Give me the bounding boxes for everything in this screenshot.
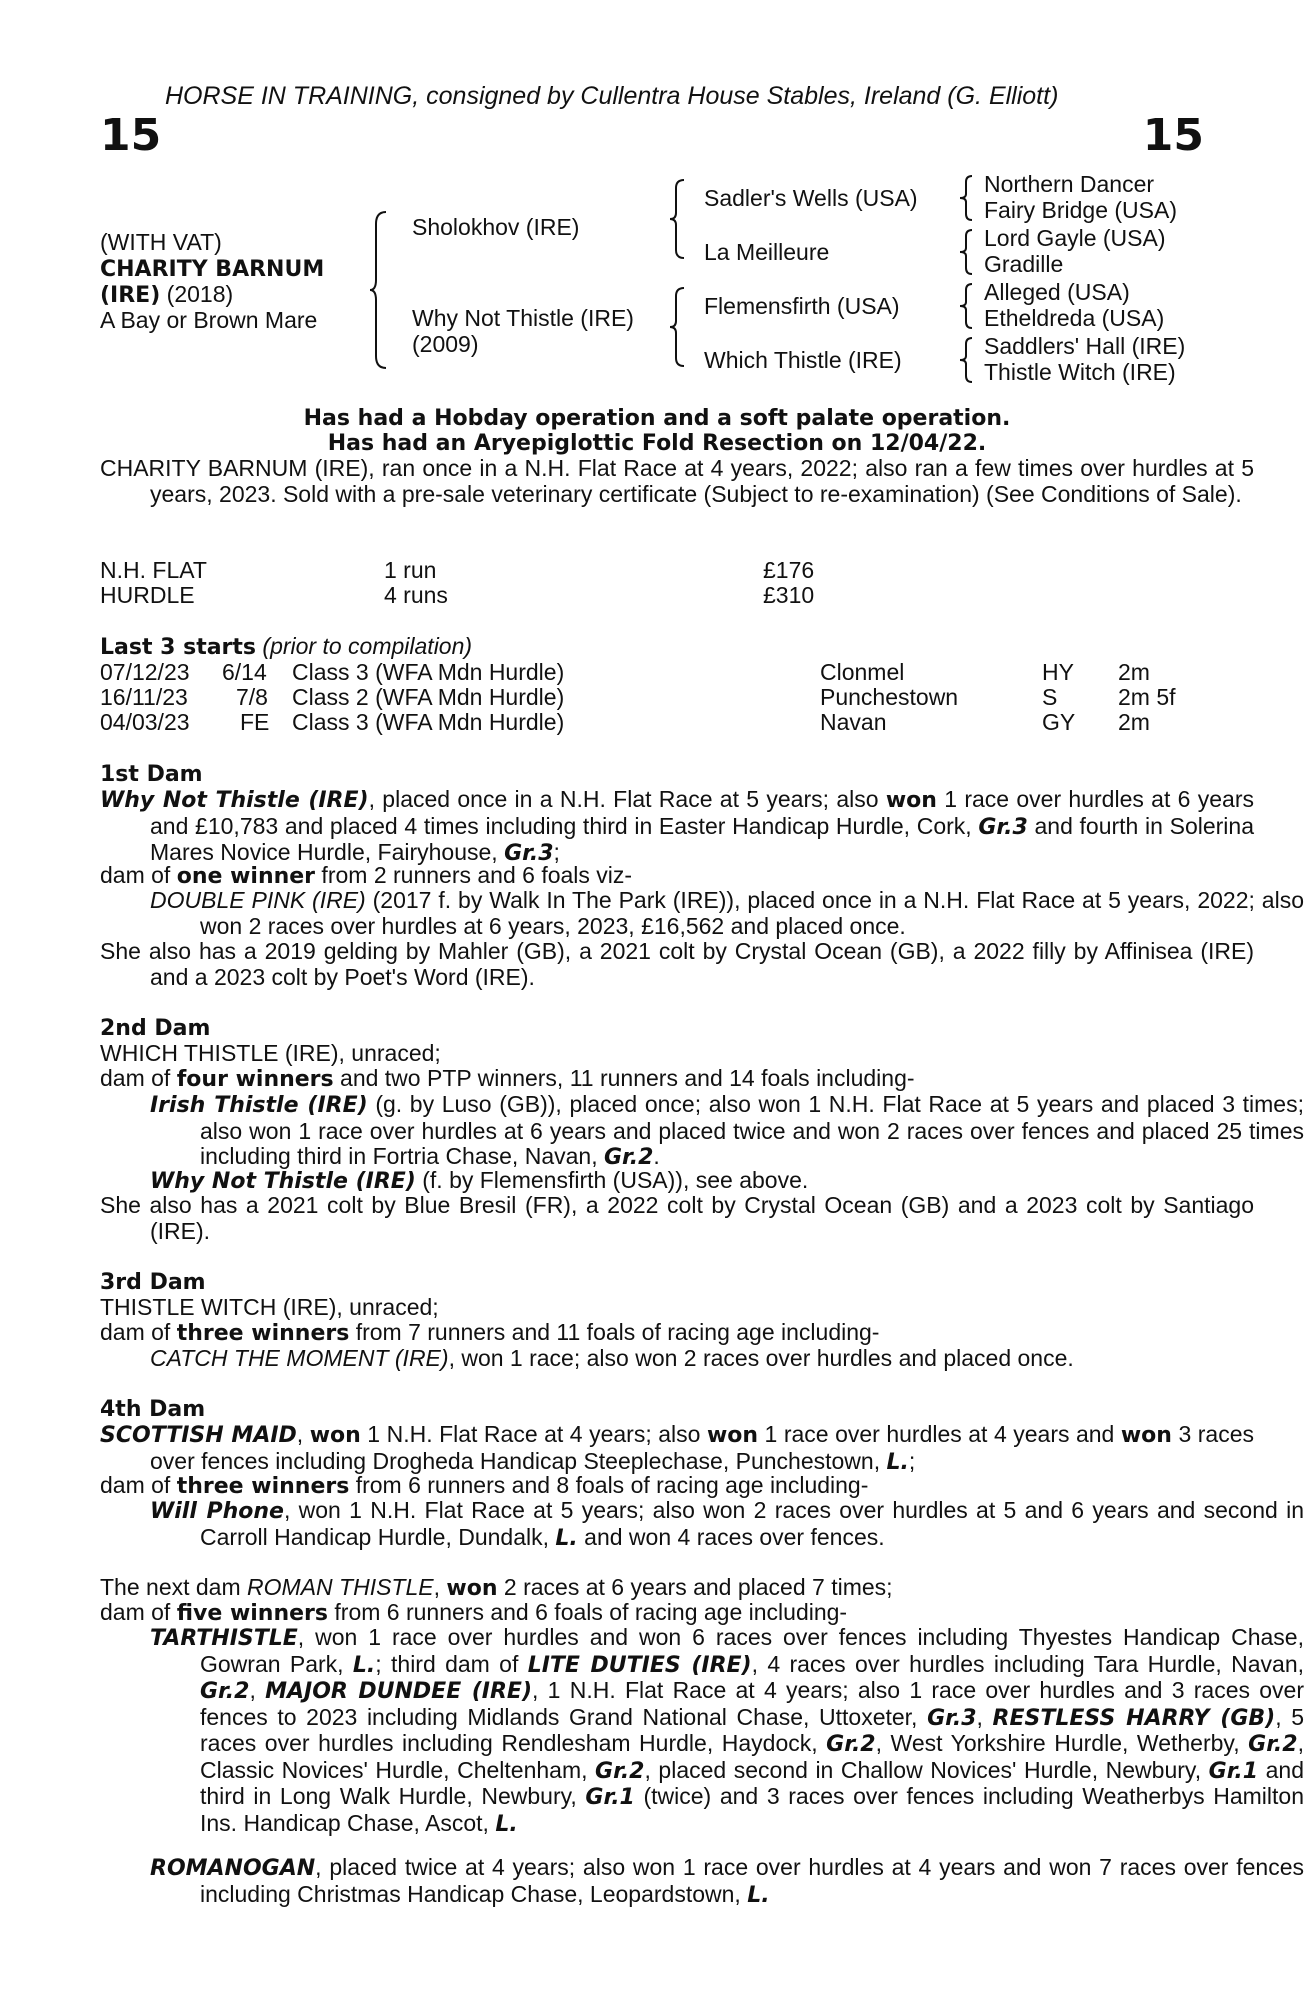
pedigree-brace-ggp-3 (958, 282, 978, 330)
lot-number-right: 15 (1142, 110, 1204, 161)
fourth-dam-produce-line: dam of three winners from 6 runners and 8 foals of racing age including- (100, 1472, 869, 1499)
fourth-dam-progeny: Will Phone, won 1 N.H. Flat Race at 5 years; also won 2 races over hurdles at 5 and 6 years and second in Carroll Handicap Hurdle, Dundalk, L. and won 4 races over fences. (150, 1497, 1304, 1551)
start-position: FE (240, 709, 270, 735)
summary-paragraph: CHARITY BARNUM (IRE), ran once in a N.H. Flat Race at 4 years, 2022; also ran a few times over hurdles at 5 years, 2023. Sold with a pre-sale veterinary certificate (Subject to re-examination) (See Conditions of Sale). (100, 455, 1254, 507)
ggp-1: Northern Dancer (984, 171, 1155, 197)
next-dam-progeny-1: TARTHISTLE, won 1 race over hurdles and won 6 races over fences including Thyestes Handicap Chase, Gowran Park, L.; third dam of LITE DUTIES (IRE), 4 races over hurdles including Tara Hurdle, Navan, Gr.2, MAJOR DUNDEE (IRE), 1 N.H. Flat Race at 4 years; also 1 race over hurdles and 3 races over fences to 2023 including Midlands Grand National Chase, Uttoxeter, Gr.3, RESTLESS HARRY (GB), 5 races over hurdles including Rendlesham Hurdle, Haydock, Gr.2, West Yorkshire Hurdle, Wetherby, Gr.2, Classic Novices' Hurdle, Cheltenham, Gr.2, placed second in Challow Novices' Hurdle, Newbury, Gr.1 and third in Long Walk Hurdle, Newbury, Gr.1 (twice) and 3 races over fences including Weatherbys Hamilton Ins. Handicap Chase, Ascot, L. (150, 1624, 1305, 1837)
start-going: GY (1042, 709, 1076, 735)
pedigree-brace-sire (668, 178, 690, 260)
consignor-header: HORSE IN TRAINING, consigned by Cullentra House Stables, Ireland (G. Elliott) (165, 82, 1059, 110)
start-date: 04/03/23 (100, 709, 190, 735)
horse-description: A Bay or Brown Mare (100, 307, 318, 333)
next-dam-line: The next dam ROMAN THISTLE, won 2 races at 6 years and placed 7 times; (100, 1574, 893, 1601)
third-dam-name-line: THISTLE WITCH (IRE), unraced; (100, 1294, 439, 1320)
record-runs-flat: 1 run (384, 557, 437, 583)
third-dam-progeny: CATCH THE MOMENT (IRE), won 1 race; also won 2 races over hurdles and placed once. (150, 1345, 1074, 1371)
pedigree-brace-ggp-2 (958, 228, 978, 276)
fourth-dam-heading: 4th Dam (100, 1397, 206, 1422)
third-dam-produce-line: dam of three winners from 7 runners and 11 foals of racing age including- (100, 1319, 880, 1346)
start-race: Class 2 (WFA Mdn Hurdle) (292, 684, 565, 710)
record-prize-flat: £176 (763, 557, 815, 583)
start-going: S (1042, 684, 1058, 710)
lot-number-left: 15 (100, 110, 162, 161)
second-dam-produce-line: dam of four winners and two PTP winners, 11 runners and 14 foals including- (100, 1065, 915, 1092)
second-dam-heading: 2nd Dam (100, 1016, 211, 1041)
horse-country-year: (IRE) (2018) (100, 281, 234, 308)
start-date: 16/11/23 (100, 684, 188, 710)
start-course: Punchestown (820, 684, 959, 710)
horse-name: CHARITY BARNUM (100, 257, 325, 282)
start-position: 7/8 (236, 684, 268, 710)
start-distance: 2m (1118, 659, 1150, 685)
dam-dam: Which Thistle (IRE) (704, 347, 902, 373)
ggp-5: Alleged (USA) (984, 279, 1130, 305)
start-distance: 2m 5f (1118, 684, 1176, 710)
pedigree-brace-main (368, 210, 392, 370)
ggp-8: Thistle Witch (IRE) (984, 359, 1176, 385)
ggp-2: Fairy Bridge (USA) (984, 197, 1177, 223)
start-course: Navan (820, 709, 887, 735)
sire-dam: La Meilleure (704, 239, 830, 265)
last-starts-heading: Last 3 starts (prior to compilation) (100, 633, 473, 660)
ggp-4: Gradille (984, 251, 1064, 277)
first-dam-produce-line: dam of one winner from 2 runners and 6 foals viz- (100, 862, 633, 889)
ggp-3: Lord Gayle (USA) (984, 225, 1166, 251)
second-dam-progeny-1: Irish Thistle (IRE) (g. by Luso (GB)), placed once; also won 1 N.H. Flat Race at 5 years and placed 3 times; also won 1 race over hurdles at 6 years and placed twice and won 2 races over fences and placed 25 times including third in Fortria Chase, Navan, Gr.2. (150, 1091, 1304, 1170)
third-dam-heading: 3rd Dam (100, 1270, 206, 1295)
pedigree-table (100, 170, 1220, 392)
record-runs-hurdle: 4 runs (384, 582, 448, 608)
dam: Why Not Thistle (IRE) (412, 305, 634, 331)
second-dam-also: She also has a 2021 colt by Blue Bresil (FR), a 2022 colt by Crystal Ocean (GB) and a 2023 colt by Santiago (IRE). (100, 1192, 1254, 1244)
ggp-6: Etheldreda (USA) (984, 305, 1165, 331)
sire-sire: Sadler's Wells (USA) (704, 185, 918, 211)
next-dam-progeny-2: ROMANOGAN, placed twice at 4 years; also won 1 race over hurdles at 4 years and won 7 races over fences including Christmas Handicap Chase, Leopardstown, L. (150, 1854, 1304, 1908)
note-aryepiglottic: Has had an Aryepiglottic Fold Resection on 12/04/22. (327, 431, 987, 456)
start-date: 07/12/23 (100, 659, 190, 685)
pedigree-brace-ggp-1 (958, 174, 978, 222)
record-type-hurdle: HURDLE (100, 582, 195, 608)
next-dam-produce-line: dam of five winners from 6 runners and 6 foals of racing age including- (100, 1599, 848, 1626)
second-dam-name-line: WHICH THISTLE (IRE), unraced; (100, 1040, 441, 1066)
vat-label: (WITH VAT) (100, 229, 222, 255)
start-distance: 2m (1118, 709, 1150, 735)
start-race: Class 3 (WFA Mdn Hurdle) (292, 659, 565, 685)
second-dam-progeny-2: Why Not Thistle (IRE) (f. by Flemensfirth (USA)), see above. (150, 1167, 809, 1194)
start-race: Class 3 (WFA Mdn Hurdle) (292, 709, 565, 735)
first-dam-heading: 1st Dam (100, 762, 203, 787)
start-position: 6/14 (222, 659, 267, 685)
pedigree-brace-dam (668, 286, 690, 368)
pedigree-brace-ggp-4 (958, 336, 978, 384)
start-going: HY (1042, 659, 1074, 685)
ggp-7: Saddlers' Hall (IRE) (984, 333, 1186, 359)
start-course: Clonmel (820, 659, 905, 685)
first-dam-paragraph: Why Not Thistle (IRE), placed once in a N.H. Flat Race at 5 years; also won 1 race over hurdles at 6 years and £10,783 and placed 4 times including third in Easter Handicap Hurdle, Cork, Gr.3 and fourth in Solerina Mares Novice Hurdle, Fairyhouse, Gr.3; (100, 786, 1254, 866)
fourth-dam-paragraph: SCOTTISH MAID, won 1 N.H. Flat Race at 4 years; also won 1 race over hurdles at 4 years and won 3 races over fences including Drogheda Handicap Steeplechase, Punchestown, L.; (100, 1421, 1255, 1475)
dam-sire: Flemensfirth (USA) (704, 293, 900, 319)
dam-year: (2009) (412, 331, 479, 357)
first-dam-also: She also has a 2019 gelding by Mahler (GB), a 2021 colt by Crystal Ocean (GB), a 2022 filly by Affinisea (IRE) and a 2023 colt by Poet's Word (IRE). (100, 938, 1254, 990)
record-prize-hurdle: £310 (763, 582, 815, 608)
sire: Sholokhov (IRE) (412, 214, 580, 240)
first-dam-progeny: DOUBLE PINK (IRE) (2017 f. by Walk In The Park (IRE)), placed once in a N.H. Flat Race at 5 years, 2022; also won 2 races over hurdles at 6 years, 2023, £16,562 and placed once. (150, 887, 1304, 939)
record-type-flat: N.H. FLAT (100, 557, 207, 583)
note-hobday: Has had a Hobday operation and a soft palate operation. (303, 406, 1011, 431)
